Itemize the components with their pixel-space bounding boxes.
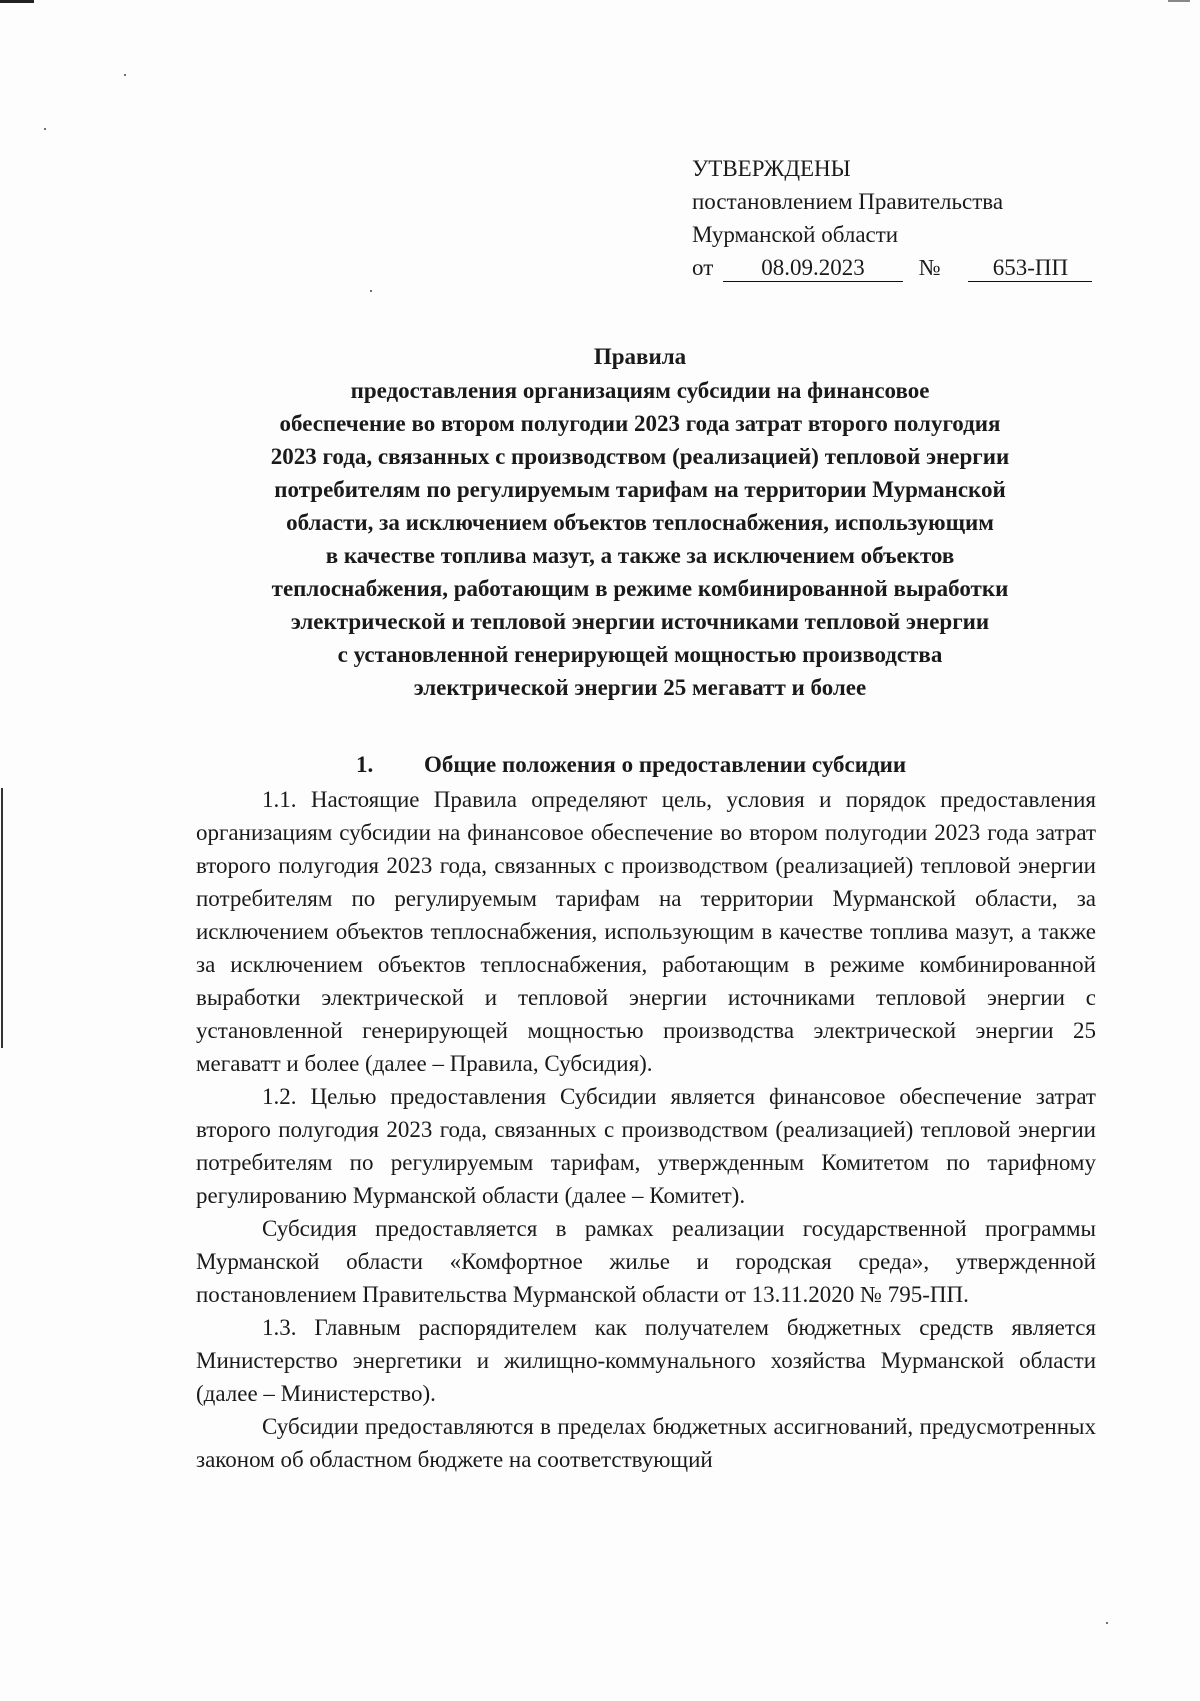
paragraph-subsidy-limits: Субсидии предоставляются в пределах бюджетных ассигнований, предусмотренных законом об областном бюджете на соответствующий	[196, 1414, 1096, 1472]
title-heading: Правила	[593, 344, 687, 369]
paragraph-subsidy-program: Субсидия предоставляется в рамках реализации государственной программы Мурманской области «Комфортное жилье и городская среда», утвержденной постановлением Правительства Мурманской области от 13.11.2020 № 795-ПП.	[196, 1216, 1096, 1307]
scan-artifact-left-edge	[1, 788, 3, 1048]
section-title: Общие положения о предоставлении субсидии	[424, 752, 907, 777]
approval-stamp-block	[692, 152, 1092, 284]
paragraph-1-3: 1.3. Главным распорядителем как получателем бюджетных средств является Министерство энергетики и жилищно-коммунального хозяйства Мурманской области (далее – Министерство).	[196, 1315, 1096, 1406]
section-number: 1.	[356, 752, 374, 777]
title-subtitle-line: области, за исключением объектов теплоснабжения, использующим	[286, 510, 994, 535]
title-subtitle-line: потребителям по регулируемым тарифам на территории Мурманской	[274, 477, 1006, 502]
approval-line-approved: УТВЕРЖДЕНЫ	[692, 156, 851, 181]
approval-line-decree: постановлением Правительства	[692, 189, 1004, 214]
title-subtitle-line: обеспечение во втором полугодии 2023 года затрат второго полугодия	[279, 411, 1001, 436]
scan-artifact-top-right	[1168, 0, 1190, 2]
title-subtitle-line: предоставления организациям субсидии на финансовое	[350, 378, 930, 403]
scan-speck	[1106, 1622, 1108, 1624]
scan-speck	[370, 290, 372, 292]
section-heading	[356, 752, 906, 778]
document-title	[190, 340, 1090, 704]
title-subtitle-line: с установленной генерирующей мощностью производства	[337, 642, 943, 667]
document-body	[196, 783, 1096, 1476]
paragraph-1-2: 1.2. Целью предоставления Субсидии является финансовое обеспечение затрат второго полугодия 2023 года, связанных с производством (реализацией) тепловой энергии потребителям по регулируемым тарифам, утвержденным Комитетом по тарифному регулированию Мурманской области (далее – Комитет).	[196, 1084, 1096, 1208]
paragraph-1-1: 1.1. Настоящие Правила определяют цель, условия и порядок предоставления организациям субсидии на финансовое обеспечение во втором полугодии 2023 года затрат второго полугодия 2023 года, связанных с производством (реализацией) тепловой энергии потребителям по регулируемым тарифам на территории Мурманской области, за исключением объектов теплоснабжения, использующим в качестве топлива мазут, а также за исключением объектов теплоснабжения, работающим в режиме комбинированной выработки электрической и тепловой энергии источниками тепловой энергии с установленной генерирующей мощностью производства электрической энергии 25 мегаватт и более (далее – Правила, Субсидия).	[196, 787, 1096, 1076]
approval-number-sign: №	[918, 255, 941, 280]
title-subtitle-line: электрической энергии 25 мегаватт и более	[413, 675, 867, 700]
scan-speck	[124, 74, 126, 76]
title-subtitle-line: в качестве топлива мазут, а также за исключением объектов	[325, 543, 955, 568]
approval-line-date-number	[692, 251, 1092, 284]
approval-from-label: от	[692, 255, 714, 280]
title-subtitle-line: электрической и тепловой энергии источниками тепловой энергии	[290, 609, 990, 634]
title-subtitle-line: 2023 года, связанных с производством (реализацией) тепловой энергии	[270, 444, 1010, 469]
approval-line-region: Мурманской области	[692, 222, 899, 247]
approval-number: 653-ПП	[968, 255, 1092, 282]
scan-speck	[44, 128, 46, 130]
scan-artifact-top-left	[0, 0, 34, 3]
title-subtitle-line: теплоснабжения, работающим в режиме комбинированной выработки	[271, 576, 1009, 601]
approval-date: 08.09.2023	[723, 255, 903, 282]
